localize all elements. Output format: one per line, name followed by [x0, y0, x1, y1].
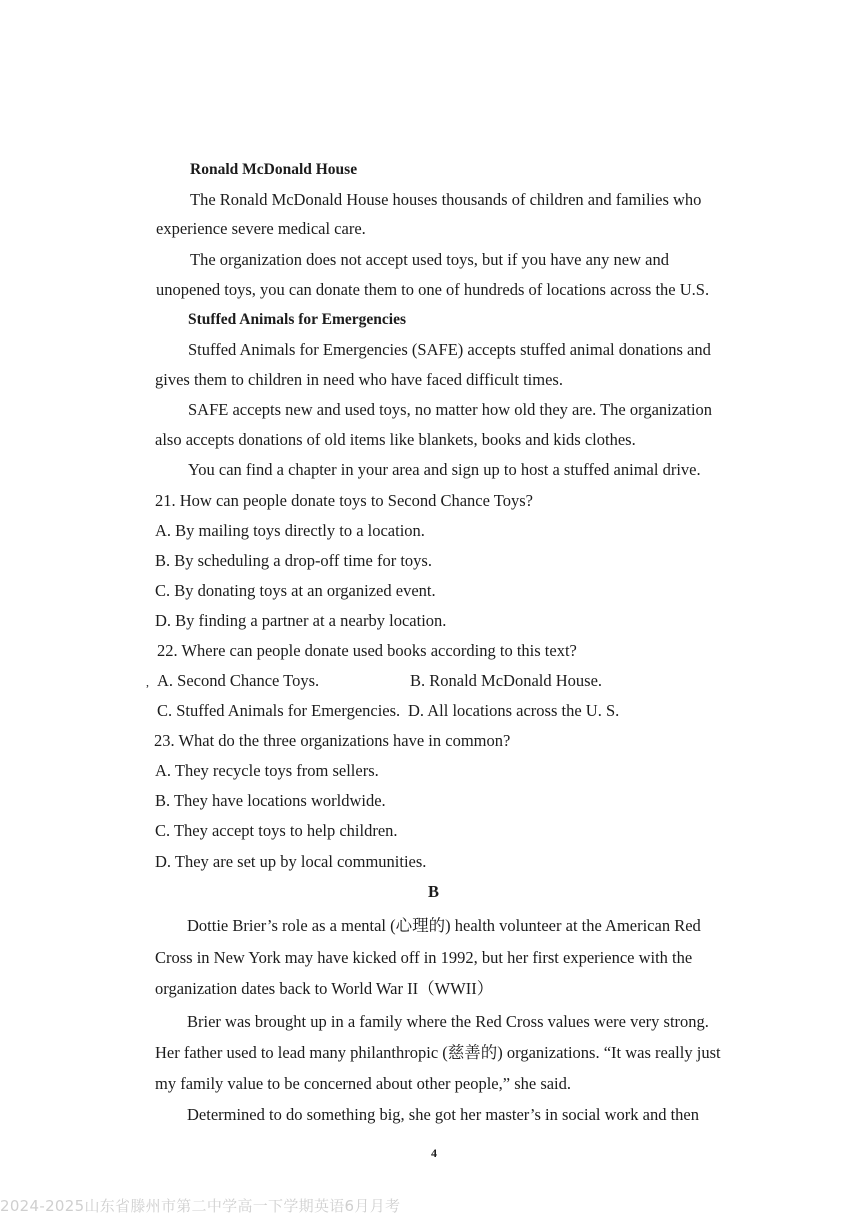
option-23-a: A. They recycle toys from sellers. — [155, 761, 379, 780]
paragraph-line: SAFE accepts new and used toys, no matter how old they are. The organization — [188, 400, 713, 419]
question-21: 21. How can people donate toys to Second Chance Toys? — [155, 491, 533, 510]
paragraph-line: Determined to do something big, she got her master’s in social work and then — [187, 1105, 700, 1124]
option-21-b: B. By scheduling a drop-off time for toys. — [155, 551, 432, 570]
paragraph-line: The organization does not accept used toys, but if you have any new and — [190, 250, 669, 269]
option-22-a: A. Second Chance Toys. — [157, 671, 320, 690]
heading-ronald-mcdonald-house: Ronald McDonald House — [190, 161, 358, 178]
option-23-b: B. They have locations worldwide. — [155, 791, 386, 810]
option-21-d: D. By finding a partner at a nearby location. — [155, 611, 447, 630]
paragraph-line: Brier was brought up in a family where the Red Cross values were very strong. — [187, 1012, 709, 1031]
pen-mark-icon: , — [146, 675, 149, 689]
paragraph-line: Her father used to lead many philanthropic (慈善的) organizations. “It was really just — [155, 1043, 721, 1062]
section-b-heading: B — [428, 882, 440, 901]
paragraph-line: unopened toys, you can donate them to one of hundreds of locations across the U.S. — [156, 280, 710, 299]
paragraph-line: Cross in New York may have kicked off in 1992, but her first experience with the — [155, 948, 693, 967]
page-number: 4 — [431, 1146, 437, 1160]
paragraph-line: Stuffed Animals for Emergencies (SAFE) accepts stuffed animal donations and — [188, 340, 711, 359]
paragraph-line: The Ronald McDonald House houses thousands of children and families who — [190, 190, 702, 209]
paragraph-line: organization dates back to World War II（WWII） — [155, 979, 494, 998]
option-22-b: B. Ronald McDonald House. — [410, 671, 603, 690]
watermark: 2024-2025山东省滕州市第二中学高一下学期英语6月月考 — [0, 1197, 401, 1215]
heading-stuffed-animals-for-emergencies: Stuffed Animals for Emergencies — [188, 311, 406, 328]
option-23-c: C. They accept toys to help children. — [155, 821, 398, 840]
option-22-d: D. All locations across the U. S. — [408, 701, 620, 720]
paragraph-line: my family value to be concerned about other people,” she said. — [155, 1074, 572, 1093]
paragraph-line: gives them to children in need who have faced difficult times. — [155, 370, 563, 389]
paragraph-line: also accepts donations of old items like blankets, books and kids clothes. — [155, 430, 636, 449]
option-21-c: C. By donating toys at an organized event. — [155, 581, 436, 600]
question-22: 22. Where can people donate used books according to this text? — [157, 641, 577, 660]
paragraph-line: experience severe medical care. — [156, 219, 366, 238]
paragraph-line: Dottie Brier’s role as a mental (心理的) health volunteer at the American Red — [187, 916, 701, 935]
option-21-a: A. By mailing toys directly to a location. — [155, 521, 425, 540]
question-23: 23. What do the three organizations have in common? — [154, 731, 511, 750]
option-22-c: C. Stuffed Animals for Emergencies. — [157, 701, 401, 720]
option-23-d: D. They are set up by local communities. — [155, 852, 427, 871]
paragraph-line: You can find a chapter in your area and sign up to host a stuffed animal drive. — [188, 460, 701, 479]
